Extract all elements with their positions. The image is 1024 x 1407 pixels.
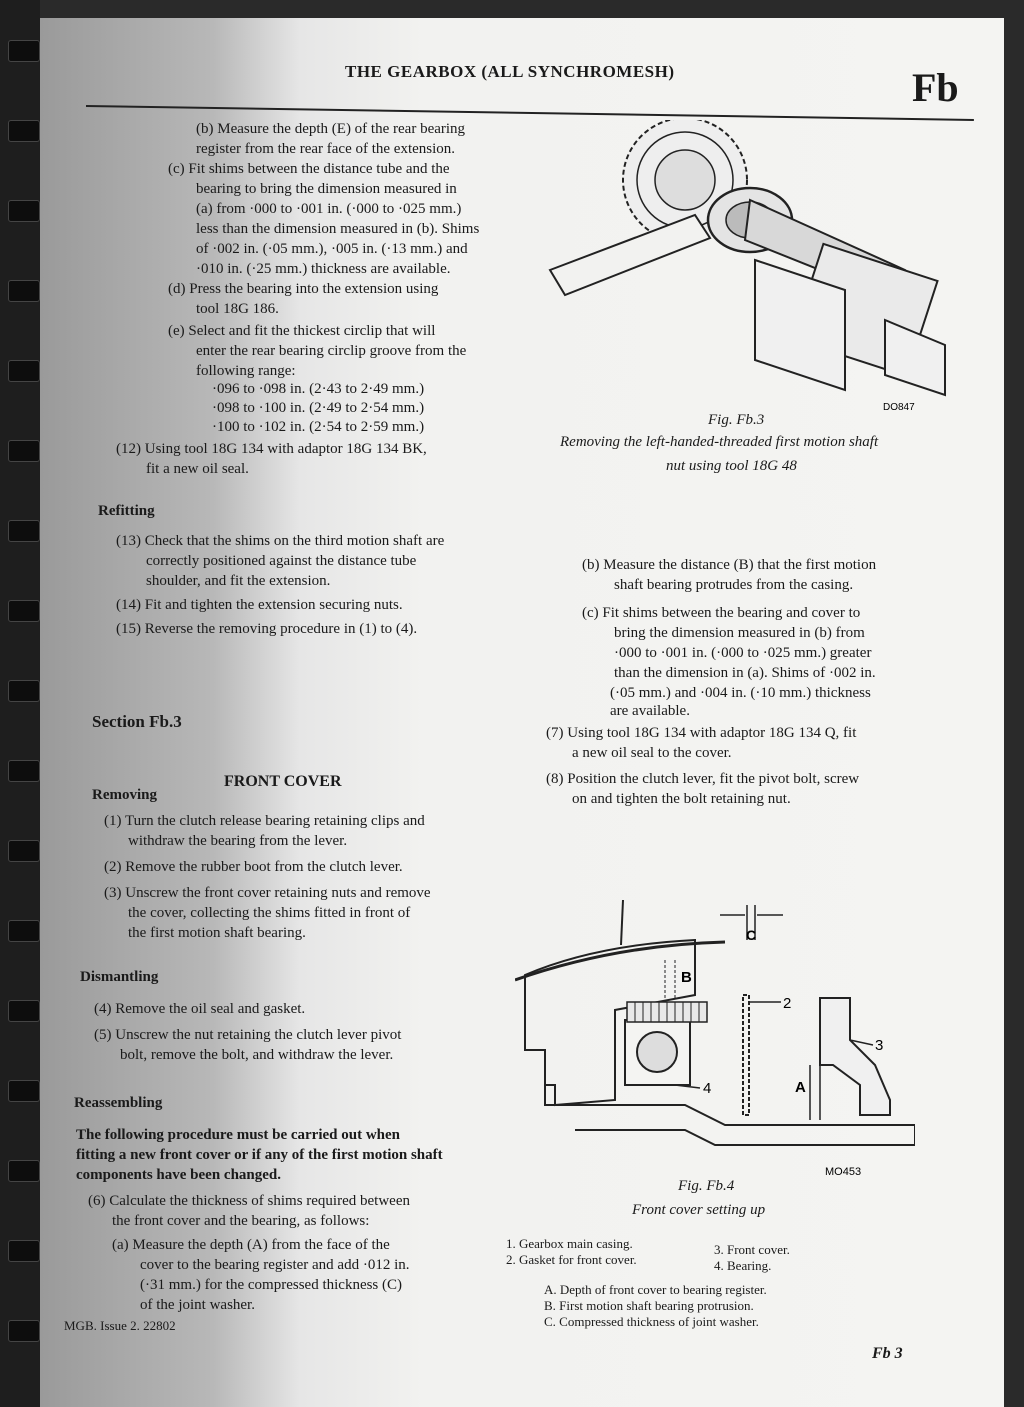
- text-line: the front cover and the bearing, as follows:: [112, 1213, 370, 1229]
- fig3-caption: nut using tool 18G 48: [666, 458, 797, 474]
- binding-ring: [8, 1240, 40, 1262]
- binding-ring: [8, 520, 40, 542]
- binding-ring: [8, 1320, 40, 1342]
- label-a: A: [795, 1079, 806, 1096]
- text-line: register from the rear face of the extension.: [196, 141, 456, 157]
- label-b: B: [681, 969, 692, 986]
- text-line: bring the dimension measured in (b) from: [614, 625, 865, 641]
- front-cover: [820, 998, 890, 1115]
- binding-ring: [8, 840, 40, 862]
- text-line: on and tighten the bolt retaining nut.: [572, 791, 791, 807]
- text-line: (15) Reverse the removing procedure in (1) to (4).: [116, 621, 418, 637]
- spiral-binding: [0, 0, 40, 1407]
- fig-fb3-illustration: [545, 120, 955, 415]
- procedure-note: The following procedure must be carried out when: [76, 1127, 401, 1143]
- circlip-range-item: ·098 to ·100 in. (2·49 to 2·54 mm.): [212, 400, 425, 416]
- text-line: (c) Fit shims between the distance tube and the: [168, 161, 450, 177]
- text-line: (e) Select and fit the thickest circlip that will: [168, 323, 436, 339]
- shaft-icon: [745, 200, 945, 395]
- legend-item: 2. Gasket for front cover.: [506, 1252, 637, 1267]
- fig3-title: Fig. Fb.3: [708, 412, 765, 428]
- text-line: (5) Unscrew the nut retaining the clutch lever pivot: [94, 1027, 402, 1043]
- fig4-caption: Front cover setting up: [632, 1202, 766, 1218]
- legend-letter: C. Compressed thickness of joint washer.: [544, 1314, 759, 1329]
- legend-letter: A. Depth of front cover to bearing register.: [544, 1282, 767, 1297]
- label-3: 3: [875, 1037, 884, 1054]
- text-line: bearing to bring the dimension measured in: [196, 181, 457, 197]
- fig3-caption: Removing the left-handed-threaded first motion shaft: [560, 434, 879, 450]
- text-line: withdraw the bearing from the lever.: [128, 833, 348, 849]
- reassembling-heading: Reassembling: [74, 1095, 163, 1111]
- text-line: (·31 mm.) for the compressed thickness (C): [140, 1277, 403, 1293]
- fig4-title: Fig. Fb.4: [678, 1178, 735, 1194]
- text-line: (c) Fit shims between the bearing and cover to: [582, 605, 861, 621]
- text-line: (4) Remove the oil seal and gasket.: [94, 1001, 306, 1017]
- text-line: a new oil seal to the cover.: [572, 745, 732, 761]
- text-line: (13) Check that the shims on the third motion shaft are: [116, 533, 445, 549]
- text-line: shoulder, and fit the extension.: [146, 573, 331, 589]
- text-line: than the dimension in (a). Shims of ·002 in.: [614, 665, 876, 681]
- fig-code: MO453: [825, 1166, 862, 1178]
- text-line: (3) Unscrew the front cover retaining nuts and remove: [104, 885, 431, 901]
- binding-ring: [8, 120, 40, 142]
- text-line: tool 18G 186.: [196, 301, 279, 317]
- binding-ring: [8, 760, 40, 782]
- binding-ring: [8, 1080, 40, 1102]
- text-line: ·000 to ·001 in. (·000 to ·025 mm.) greater: [614, 645, 872, 661]
- leader-1: [621, 900, 623, 945]
- text-line: less than the dimension measured in (b). Shims: [196, 221, 480, 237]
- text-line: (a) Measure the depth (A) from the face of the: [112, 1237, 390, 1253]
- procedure-note: fitting a new front cover or if any of the first motion shaft: [76, 1147, 443, 1163]
- text-line: enter the rear bearing circlip groove from the: [196, 343, 467, 359]
- binding-ring: [8, 920, 40, 942]
- text-line: cover to the bearing register and add ·012 in.: [140, 1257, 410, 1273]
- binding-ring: [8, 360, 40, 382]
- text-line: of the joint washer.: [140, 1297, 255, 1313]
- binding-ring: [8, 680, 40, 702]
- text-line: (b) Measure the depth (E) of the rear bearing: [196, 121, 466, 137]
- text-line: of ·002 in. (·05 mm.), ·005 in. (·13 mm.) and: [196, 241, 468, 257]
- binding-ring: [8, 200, 40, 222]
- text-line: fit a new oil seal.: [146, 461, 249, 477]
- refitting-heading: Refitting: [98, 503, 155, 519]
- binding-ring: [8, 440, 40, 462]
- binding-ring: [8, 40, 40, 62]
- circlip-range-item: ·100 to ·102 in. (2·54 to 2·59 mm.): [212, 419, 425, 435]
- text-line: (2) Remove the rubber boot from the clutch lever.: [104, 859, 403, 875]
- binding-ring: [8, 280, 40, 302]
- removing-heading: Removing: [92, 787, 157, 803]
- legend-letter: B. First motion shaft bearing protrusion.: [544, 1298, 754, 1313]
- label-4: 4: [703, 1080, 712, 1097]
- bearing-icon: [625, 1020, 690, 1085]
- text-line: (6) Calculate the thickness of shims required between: [88, 1193, 410, 1209]
- text-line: (·05 mm.) and ·004 in. (·10 mm.) thickness: [610, 685, 871, 701]
- section-code: Fb: [912, 65, 959, 110]
- label-c: C: [746, 927, 757, 943]
- legend-item: 3. Front cover.: [714, 1242, 790, 1257]
- text-line: (1) Turn the clutch release bearing retaining clips and: [104, 813, 425, 829]
- text-line: (7) Using tool 18G 134 with adaptor 18G 134 Q, fit: [546, 725, 857, 741]
- dismantling-heading: Dismantling: [80, 969, 159, 985]
- text-line: (d) Press the bearing into the extension using: [168, 281, 439, 297]
- page-number: Fb 3: [872, 1345, 903, 1362]
- procedure-note: components have been changed.: [76, 1167, 282, 1183]
- text-line: (8) Position the clutch lever, fit the pivot bolt, screw: [546, 771, 860, 787]
- text-line: (b) Measure the distance (B) that the first motion: [582, 557, 877, 573]
- text-line: ·010 in. (·25 mm.) thickness are available.: [196, 261, 451, 277]
- text-line: bolt, remove the bolt, and withdraw the lever.: [120, 1047, 394, 1063]
- text-line: (a) from ·000 to ·001 in. (·000 to ·025 mm.): [196, 201, 462, 217]
- fig-code: DO847: [883, 402, 915, 413]
- binding-ring: [8, 1000, 40, 1022]
- legend-item: 1. Gearbox main casing.: [506, 1236, 633, 1251]
- binding-ring: [8, 1160, 40, 1182]
- front-cover-title: FRONT COVER: [224, 773, 342, 790]
- text-line: correctly positioned against the distance tube: [146, 553, 417, 569]
- legend-item: 4. Bearing.: [714, 1258, 772, 1273]
- text-line: the first motion shaft bearing.: [128, 925, 306, 941]
- text-line: (14) Fit and tighten the extension securing nuts.: [116, 597, 403, 613]
- gasket: [743, 995, 749, 1115]
- text-line: following range:: [196, 363, 296, 379]
- section-heading: Section Fb.3: [92, 712, 182, 731]
- binding-ring: [8, 600, 40, 622]
- circlip-range-item: ·096 to ·098 in. (2·43 to 2·49 mm.): [212, 381, 425, 397]
- text-line: the cover, collecting the shims fitted in front of: [128, 905, 411, 921]
- text-line: shaft bearing protrudes from the casing.: [614, 577, 854, 593]
- label-2: 2: [783, 995, 792, 1012]
- text-line: are available.: [610, 703, 690, 719]
- text-line: (12) Using tool 18G 134 with adaptor 18G 134 BK,: [116, 441, 427, 457]
- page-footer: MGB. Issue 2. 22802: [64, 1318, 176, 1333]
- page-title: THE GEARBOX (ALL SYNCHROMESH): [345, 62, 675, 81]
- fig-fb4-diagram: [515, 890, 915, 1180]
